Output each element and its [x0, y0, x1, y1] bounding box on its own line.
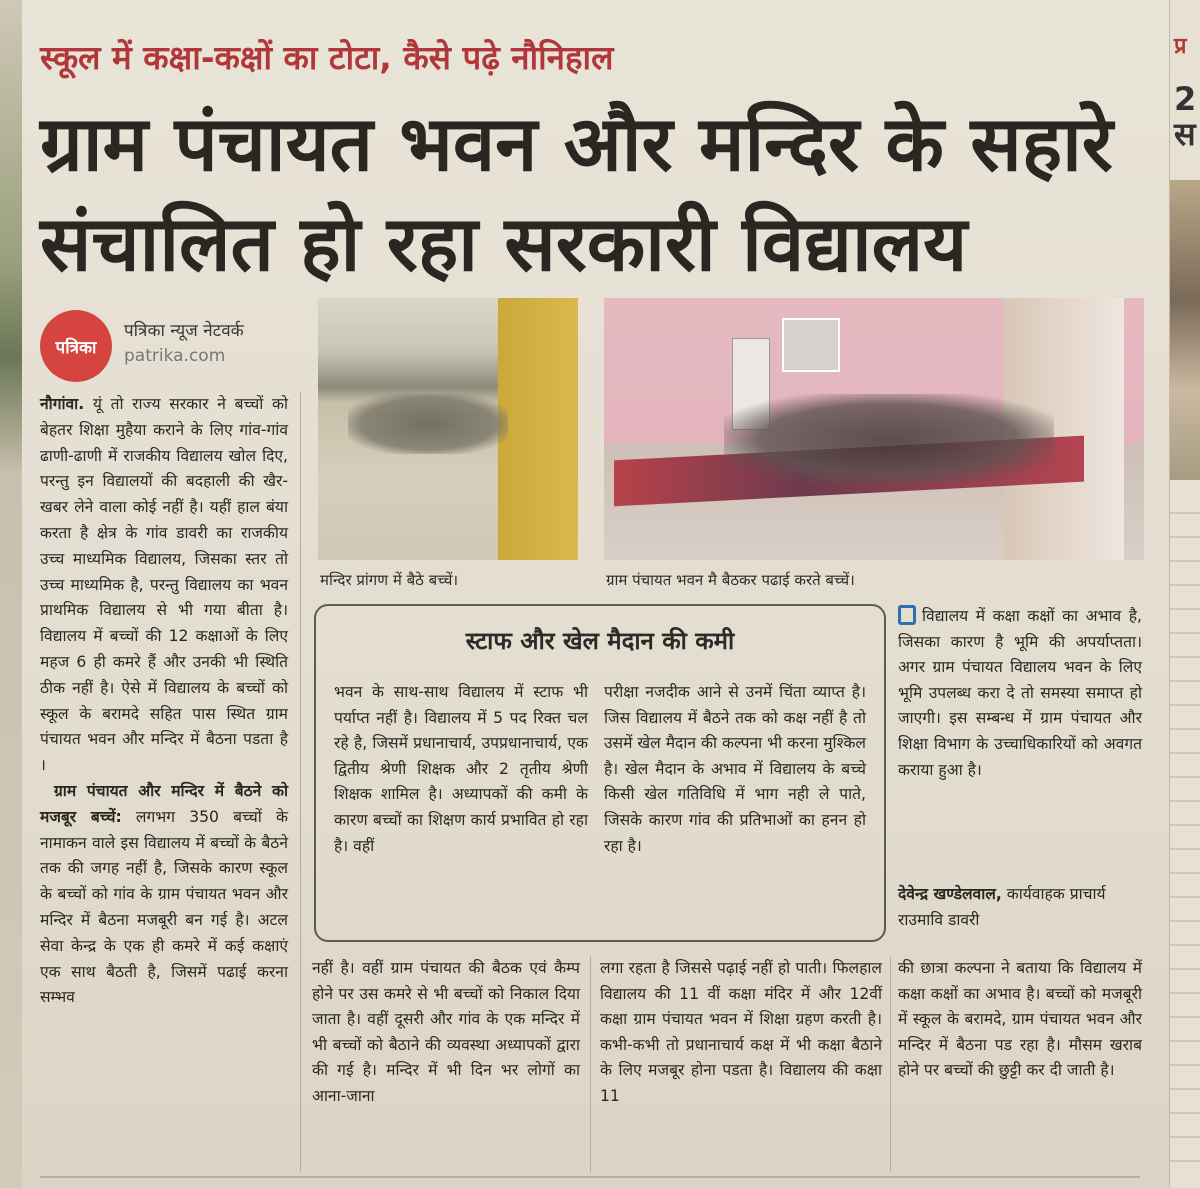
article-kicker: स्कूल में कक्षा-कक्षों का टोटा, कैसे पढ़े नौनिहाल	[40, 38, 614, 77]
photo-wall	[498, 298, 578, 560]
quote-icon	[898, 605, 916, 625]
column-text: नहीं है। वहीं ग्राम पंचायत की बैठक एवं कैम्प होने पर उस कमरे से भी बच्चों को निकाल दिया जाता है। वहीं दूसरी और गांव के एक मन्दिर में भी बच्चों को बैठाने की व्यवस्था अध्यापकों द्वारा की गई है। मन्दिर में भी दिन भर लोगों का आना-जाना	[312, 959, 580, 1105]
box-column-a	[334, 680, 588, 859]
intro-text: यूं तो राज्य सरकार ने बच्चों को बेहतर शिक्षा मुहैया कराने के लिए गांव-गांव ढाणी-ढाणी में राजकीय विद्यालय खोल दिए, परन्तु इन विद्यालयों की बदहाली की खैर-खबर लेने वाला कोई नहीं है। यहीं हाल बंया करता है क्षेत्र के गांव डावरी का राजकीय उच्च माध्यमिक विद्यालय, जिसका स्तर तो उच्च माध्यमिक है, परन्तु विद्यालय का भवन प्राथमिक विद्यालय से भी गया बीता है। विद्यालय में बच्चों की 12 कक्षाओं के लिए महज 6 ही कमरे हैं और उनकी भी स्थिति ठीक नहीं है। ऐसे में विद्यालय के बच्चों को स्कूल के बरामदे सहित पास स्थित ग्राम पंचायत भवन और मन्दिर में बैठना पडता है ।	[40, 395, 288, 775]
box-text-a: भवन के साथ-साथ विद्यालय में स्टाफ भी पर्याप्त नहीं है। विद्यालय में 5 पद रिक्त चल रहे है, जिसमें प्रधानाचार्य, उपप्रधानाचार्य, एक द्वितीय श्रेणी शिक्षक और 2 तृतीय श्रेणी शिक्षक शामिल है। अध्यापकों की कमी के कारण बच्चों का शिक्षण कार्य प्रभावित हो रहा है। वहीं	[334, 683, 588, 855]
byline-site: patrika.com	[124, 346, 226, 366]
column-text: की छात्रा कल्पना ने बताया कि विद्यालय में कक्षा कक्षों का अभाव है। बच्चों को मजबूरी में स्कूल के बरामदे, ग्राम पंचायत भवन और मन्दिर में बैठना पड रहा है। मौसम खराब होने पर बच्चों की छुट्टी कर दी जाती है।	[898, 959, 1142, 1080]
photo-window	[782, 318, 840, 372]
column-text: लगा रहता है जिससे पढ़ाई नहीं हो पाती। फिलहाल विद्यालय की 11 वीं कक्षा मंदिर में और 12वीं कक्षा ग्राम पंचायत भवन में शिक्षा ग्रहण करती है। कभी-कभी तो प्रधानाचार्य कक्ष में भी कक्षा बैठाने के लिए मजबूर होना पडता है। विद्यालय की कक्षा 11	[600, 959, 882, 1105]
photo-caption-1: मन्दिर प्रांगण में बैठे बच्चें।	[320, 571, 459, 589]
column-divider	[590, 956, 591, 1172]
article-column-1	[40, 392, 288, 1011]
article-column-3	[600, 956, 882, 1110]
adjacent-text	[1170, 490, 1200, 1180]
article-column-2	[312, 956, 580, 1110]
adjacent-article-strip	[1169, 0, 1200, 1188]
byline-network: पत्रिका न्यूज नेटवर्क	[124, 321, 244, 341]
panchayat-building-photo	[604, 298, 1144, 560]
headline-line-2: संचालित हो रहा सरकारी विद्यालय	[40, 199, 968, 288]
article-column-4	[898, 956, 1142, 1084]
dateline: नौगांवा.	[40, 395, 85, 413]
photo-caption-2: ग्राम पंचायत भवन मै बैठकर पढाई करते बच्चें।	[606, 571, 855, 589]
adjacent-headline: 2 स	[1174, 80, 1197, 154]
subhead-paragraph	[40, 779, 288, 1011]
quote-signature	[898, 882, 1142, 933]
patrika-logo: पत्रिका	[40, 310, 112, 382]
photo-students	[348, 394, 508, 454]
subhead-text: लगभग 350 बच्चों के नामाकन वाले इस विद्यालय में बच्चों के बैठने तक की जगह नहीं है, जिसके कारण स्कूल के बच्चों को गांव के ग्राम पंचायत भवन और मन्दिर में बैठना मजबूरी बन गई है। अटल सेवा केन्द्र के एक ही कमरे में कई कक्षाएं एक साथ बैठती है, जिसमें पढाई करना सम्भव	[40, 807, 288, 1007]
staff-playground-box	[314, 604, 886, 942]
column-divider	[300, 392, 301, 1172]
bottom-rule	[40, 1176, 1140, 1178]
principal-quote	[898, 604, 1142, 783]
photo-students	[724, 394, 1054, 484]
adjacent-photo-strip	[0, 0, 22, 1188]
quote-role: कार्यवाहक प्राचार्य राउमावि डावरी	[898, 885, 1106, 929]
headline-line-1: ग्राम पंचायत भवन और मन्दिर के सहारे	[40, 99, 1113, 188]
quote-text: विद्यालय में कक्षा कक्षों का अभाव है, जिसका कारण है भूमि की अपर्याप्तता। अगर ग्राम पंचायत विद्यालय भवन के लिए भूमि उपलब्ध करा दे तो समस्या समाप्त हो जाएगी। इस सम्बन्ध में ग्राम पंचायत और शिक्षा विभाग के उच्चाधिकारियों को अवगत कराया हुआ है।	[898, 607, 1142, 779]
box-column-b	[604, 680, 866, 859]
quote-name: देवेन्द्र खण्डेलवाल,	[898, 885, 1002, 903]
adjacent-photo	[1170, 180, 1200, 480]
intro-paragraph	[40, 392, 288, 779]
subhead: ग्राम पंचायत और मन्दिर में बैठने को मजबूर बच्चें:	[40, 781, 288, 826]
column-divider	[890, 956, 891, 1172]
temple-courtyard-photo	[318, 298, 578, 560]
adjacent-kicker: प्र	[1174, 34, 1187, 59]
byline	[40, 308, 310, 388]
box-title: स्टाफ और खेल मैदान की कमी	[465, 627, 735, 655]
box-text-b: परीक्षा नजदीक आने से उनमें चिंता व्याप्त है। जिस विद्यालय में बैठने तक को कक्ष नहीं है तो उसमें खेल मैदान की कल्पना भी करना मुश्किल है। खेल मैदान के अभाव में विद्यालय के बच्चे किसी खेल गतिविधि में भाग नही ले पाते, जिसके कारण गांव की प्रतिभाओं का हनन हो रहा है।	[604, 683, 866, 855]
